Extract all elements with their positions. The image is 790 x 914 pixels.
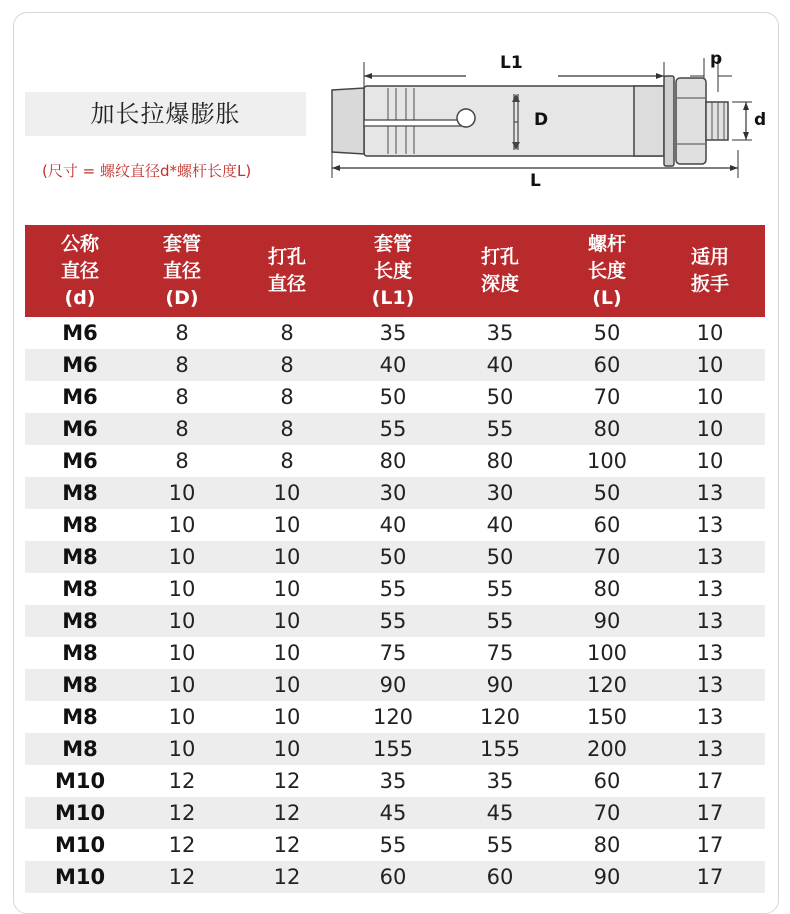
- table-cell: 75: [486, 641, 514, 665]
- table-row: [25, 765, 765, 797]
- anchor-bolt-diagram: [318, 40, 778, 200]
- table-cell: 8: [175, 353, 189, 377]
- header-line: 长度: [587, 259, 626, 282]
- table-row: [25, 509, 765, 541]
- table-cell: M8: [62, 705, 98, 729]
- table-cell: 13: [696, 705, 724, 729]
- table-cell: 35: [379, 321, 407, 345]
- table-cell: 90: [593, 609, 621, 633]
- table-row: [25, 477, 765, 509]
- title-box: [25, 92, 306, 136]
- header-wrench: [660, 225, 760, 317]
- header-line: 套管: [162, 232, 201, 255]
- table-cell: 45: [486, 801, 514, 825]
- table-row: [25, 573, 765, 605]
- table-cell: 10: [273, 609, 301, 633]
- table-row: [25, 349, 765, 381]
- table-row: [25, 797, 765, 829]
- table-cell: 40: [486, 513, 514, 537]
- table-cell: M10: [54, 769, 106, 793]
- table-cell: 10: [168, 513, 196, 537]
- table-cell: 60: [593, 353, 621, 377]
- table-cell: 13: [696, 577, 724, 601]
- table-cell: 55: [379, 577, 407, 601]
- label-L1: L1: [500, 53, 523, 73]
- table-cell: M6: [62, 449, 98, 473]
- table-cell: 50: [486, 385, 514, 409]
- table-cell: 8: [280, 385, 294, 409]
- table-cell: 10: [168, 545, 196, 569]
- table-header: [25, 225, 765, 317]
- table-cell: 120: [586, 673, 628, 697]
- table-cell: 10: [168, 641, 196, 665]
- table-cell: 10: [168, 609, 196, 633]
- table-cell: 8: [280, 353, 294, 377]
- table-cell: M10: [54, 801, 106, 825]
- spec-table-body: [25, 317, 765, 893]
- table-row: [25, 669, 765, 701]
- table-cell: M8: [62, 577, 98, 601]
- table-row: [25, 605, 765, 637]
- table-cell: 13: [696, 545, 724, 569]
- table-cell: 17: [696, 801, 724, 825]
- table-row: [25, 445, 765, 477]
- table-row: [25, 541, 765, 573]
- table-cell: M6: [62, 321, 98, 345]
- table-cell: 30: [486, 481, 514, 505]
- table-cell: 55: [379, 833, 407, 857]
- table-cell: 8: [175, 417, 189, 441]
- table-cell: 13: [696, 737, 724, 761]
- table-cell: 12: [168, 833, 196, 857]
- table-cell: 10: [273, 577, 301, 601]
- table-cell: M8: [62, 481, 98, 505]
- table-cell: 10: [273, 673, 301, 697]
- table-cell: 8: [280, 417, 294, 441]
- label-d: d: [754, 110, 767, 130]
- label-p: p: [710, 49, 723, 69]
- table-cell: 90: [486, 673, 514, 697]
- table-cell: M8: [62, 545, 98, 569]
- header-line: 适用: [690, 246, 729, 268]
- table-row: [25, 701, 765, 733]
- table-cell: M6: [62, 353, 98, 377]
- table-row: [25, 381, 765, 413]
- table-cell: M8: [62, 641, 98, 665]
- table-cell: 17: [696, 769, 724, 793]
- table-cell: 10: [273, 545, 301, 569]
- table-cell: 70: [593, 385, 621, 409]
- header-line: (D): [165, 286, 199, 309]
- table-row: [25, 317, 765, 349]
- table-cell: 75: [379, 641, 407, 665]
- header-line: 扳手: [690, 273, 729, 295]
- table-cell: 100: [586, 641, 628, 665]
- header-line: 螺杆: [587, 232, 626, 255]
- table-cell: 8: [175, 385, 189, 409]
- table-cell: 200: [586, 737, 628, 761]
- table-cell: 120: [479, 705, 521, 729]
- table-cell: M10: [54, 833, 106, 857]
- table-cell: 50: [593, 321, 621, 345]
- table-cell: 35: [379, 769, 407, 793]
- table-cell: 80: [379, 449, 407, 473]
- table-cell: 90: [593, 865, 621, 889]
- table-cell: 10: [168, 673, 196, 697]
- header-line: (L1): [371, 286, 415, 309]
- table-cell: 55: [486, 833, 514, 857]
- table-cell: 55: [379, 417, 407, 441]
- header-line: 直径: [162, 259, 201, 282]
- table-cell: 8: [280, 449, 294, 473]
- table-cell: 13: [696, 609, 724, 633]
- header-line: 打孔: [480, 246, 519, 268]
- table-cell: 12: [273, 801, 301, 825]
- table-cell: 150: [586, 705, 628, 729]
- table-cell: 12: [168, 769, 196, 793]
- table-cell: 10: [273, 737, 301, 761]
- table-cell: 30: [379, 481, 407, 505]
- table-cell: M8: [62, 737, 98, 761]
- table-cell: 80: [593, 577, 621, 601]
- table-cell: 50: [379, 545, 407, 569]
- table-cell: 12: [168, 801, 196, 825]
- table-cell: 13: [696, 673, 724, 697]
- table-cell: 12: [273, 833, 301, 857]
- table-cell: 100: [586, 449, 628, 473]
- table-cell: 60: [379, 865, 407, 889]
- table-cell: 60: [593, 513, 621, 537]
- table-row: [25, 637, 765, 669]
- table-cell: 55: [486, 577, 514, 601]
- table-cell: 10: [168, 737, 196, 761]
- table-cell: 12: [273, 769, 301, 793]
- header-sleeve-diameter: [132, 225, 232, 317]
- table-cell: 40: [486, 353, 514, 377]
- size-note: (尺寸 = 螺纹直径d*螺杆长度L): [42, 162, 252, 180]
- header-line: 长度: [373, 259, 412, 282]
- table-cell: 50: [593, 481, 621, 505]
- table-cell: 50: [379, 385, 407, 409]
- header-line: 直径: [267, 273, 306, 295]
- header-line: 直径: [60, 259, 99, 282]
- table-cell: 8: [175, 449, 189, 473]
- table-cell: 10: [168, 577, 196, 601]
- product-title: 加长拉爆膨胀: [90, 100, 241, 128]
- table-cell: 17: [696, 833, 724, 857]
- table-cell: 12: [273, 865, 301, 889]
- table-cell: M8: [62, 673, 98, 697]
- table-cell: 155: [372, 737, 414, 761]
- table-cell: 55: [486, 417, 514, 441]
- header-line: (L): [592, 286, 622, 309]
- table-cell: 70: [593, 801, 621, 825]
- table-cell: 45: [379, 801, 407, 825]
- table-cell: 10: [273, 641, 301, 665]
- table-cell: M6: [62, 417, 98, 441]
- table-cell: 13: [696, 641, 724, 665]
- table-cell: 80: [486, 449, 514, 473]
- label-D: D: [534, 110, 549, 130]
- table-cell: 10: [168, 481, 196, 505]
- table-cell: 10: [168, 705, 196, 729]
- table-cell: M6: [62, 385, 98, 409]
- table-cell: 35: [486, 321, 514, 345]
- table-cell: 55: [486, 609, 514, 633]
- table-cell: 10: [696, 321, 724, 345]
- table-cell: 60: [593, 769, 621, 793]
- header-line: 套管: [373, 232, 412, 255]
- table-cell: 80: [593, 417, 621, 441]
- header-line: 深度: [480, 273, 519, 295]
- header-drill-diameter: [237, 225, 337, 317]
- table-cell: 80: [593, 833, 621, 857]
- header-drill-depth: [450, 225, 550, 317]
- table-row: [25, 733, 765, 765]
- table-cell: M10: [54, 865, 106, 889]
- header-line: (d): [64, 286, 96, 309]
- header-sleeve-length: [343, 225, 443, 317]
- table-cell: 90: [379, 673, 407, 697]
- table-row: [25, 861, 765, 893]
- table-cell: 35: [486, 769, 514, 793]
- header-line: 打孔: [267, 246, 306, 268]
- table-cell: 10: [273, 481, 301, 505]
- table-cell: 12: [168, 865, 196, 889]
- table-cell: M8: [62, 513, 98, 537]
- table-cell: 60: [486, 865, 514, 889]
- table-cell: 13: [696, 513, 724, 537]
- table-cell: 13: [696, 481, 724, 505]
- table-cell: 10: [696, 449, 724, 473]
- table-cell: 8: [175, 321, 189, 345]
- table-cell: 40: [379, 353, 407, 377]
- table-cell: 10: [273, 705, 301, 729]
- table-cell: 10: [696, 385, 724, 409]
- table-cell: 8: [280, 321, 294, 345]
- table-cell: 10: [696, 353, 724, 377]
- header-nominal-diameter: [30, 225, 130, 317]
- table-cell: 155: [479, 737, 521, 761]
- table-cell: 120: [372, 705, 414, 729]
- table-cell: 70: [593, 545, 621, 569]
- label-L: L: [530, 171, 541, 191]
- table-cell: 17: [696, 865, 724, 889]
- table-cell: 55: [379, 609, 407, 633]
- table-cell: 10: [273, 513, 301, 537]
- header-bolt-length: [557, 225, 657, 317]
- header-line: 公称: [60, 232, 99, 255]
- table-row: [25, 413, 765, 445]
- table-row: [25, 829, 765, 861]
- table-cell: 10: [696, 417, 724, 441]
- table-cell: 40: [379, 513, 407, 537]
- table-cell: M8: [62, 609, 98, 633]
- table-cell: 50: [486, 545, 514, 569]
